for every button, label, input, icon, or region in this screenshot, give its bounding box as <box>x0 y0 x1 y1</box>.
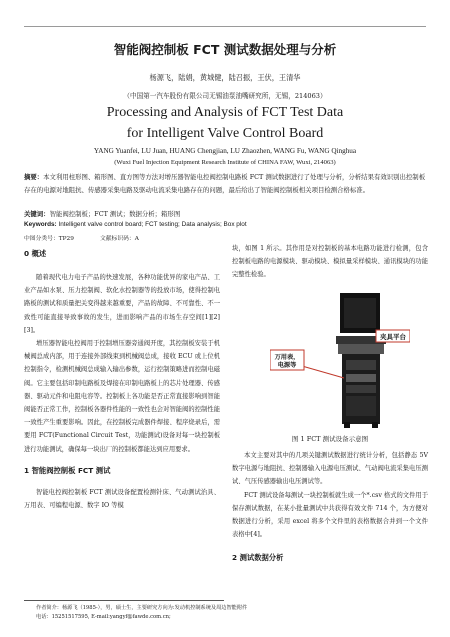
right-column-top <box>232 242 428 282</box>
fct-equipment-illustration <box>270 290 410 430</box>
fct-equipment-figure <box>270 290 410 430</box>
fixture-top-panel <box>344 298 376 328</box>
section-1-heading: 1 智能阀控制板 FCT 测试 <box>24 465 111 475</box>
abstract-text: 本文利用柱形图、箱形图、直方图等方法对增压器智能电控阀控制电路板 FCT 测试数据进行了处理与分析，分析结果有效识别出控制板存在的电源对地阻抗、传感器采集电路及驱动电流采集电路存在的问题，最后给出了智能阀控制板相关项目检测合格标准。 <box>24 173 426 194</box>
author-footnote <box>36 604 247 622</box>
cabinet-wheel-left <box>344 422 350 428</box>
document-code: 文献标识码：A <box>99 236 139 242</box>
right-paragraph-1: 块，如图 1 所示。其作用是对控制板的基本电路功能进行检测，包含控制板电路的电源模块、驱动模块、模拟量采样模块、通讯模块的功能完整性检验。 <box>232 245 428 279</box>
right-paragraph-2: 本文主要对其中的几项关键测试数据进行统计分析，包括静态 5V 数字电源与地阻抗、控制器输入电源电压测试、气动阀电流采集电压测试、气压传感器输出电压测试等。 <box>232 452 428 486</box>
right-paragraph-3: FCT 测试设备每测试一块控制板就生成一个*.csv 格式的文件用于保存测试数据，在某小批量测试中共获得有效文件 714 个，为方便对数据进行分析，采用 excel 将多个文件里的表格数据合并到一个文件表格中[4]。 <box>232 491 428 539</box>
affiliation-en: (Wuxi Fuel Injection Equipment Research Institute of CHINA FAW, Wuxi, 214063) <box>114 159 336 166</box>
platform-label: 夹具平台 <box>380 333 406 341</box>
footnote-line-1: 作者简介：杨源飞（1985-），男，硕士生，主要研究方向为:发动机控制系统及周边智能附件 <box>36 605 248 611</box>
section-0-paragraph-2: 增压器智能电控阀用于控制增压器旁通阀开度，其控制板安装于机械阀总成内部，用于连接外部线束到机械阀总成，接收 ECU 或上位机控制指令，检测机械阀总成输入输出参数，运行控制策略进而控制电磁阀。它主要包括印制电路板及焊接在印制电路板上的芯片处理器、传感器、驱动元件和电阻电容等。控制板上各功能是否正常直接影响到智能阀能否正常工作，控制板各器件性能的一致性也会对智能阀的控制性能一致性产生重要影响。因此，在控制板完成器件焊接、程序烧录后，需要用 FCT(Functional Circuit Test，功能测试)设备对每一块控制板进行功能测试，确保每一块出厂的控制板都能达到应用要求。 <box>24 340 220 453</box>
section-2-heading: 2 测试数据分析 <box>232 553 284 563</box>
left-column <box>24 249 220 512</box>
instrument-panel-4 <box>346 396 376 416</box>
instrument-panel-2 <box>346 374 376 382</box>
keywords-en-label: Keywords: <box>24 221 57 228</box>
fixture-plate <box>338 344 384 354</box>
authors-en: YANG Yuanfei, LU Juan, HUANG Chengjian, LU Zhaozhen, WANG Fu, WANG Qinghua <box>93 147 357 155</box>
meter-callout-line <box>302 366 344 378</box>
paper-title-en-line2: for Intelligent Valve Control Board <box>126 126 324 141</box>
abstract <box>24 171 428 197</box>
authors-cn: 杨源飞，陆娟，黄城健，陆召振，王伏，王清华 <box>149 73 301 82</box>
section-0-paragraph-1: 随着现代电力电子产品的快速发展，各种功能优异的家电产品、工业产品如水泵、压力控制阀、软化水控制器等的投放市场，使得控制电路板的测试和质量把关变得越来越重要，产品的故障、不可靠性、不一致性可能直接导致事故的发生，进而影响产品的市场生存空间[1][2][3]。 <box>24 274 220 334</box>
paper-title-cn: 智能阀控制板 FCT 测试数据处理与分析 <box>113 42 337 57</box>
abstract-label: 摘要： <box>24 173 44 181</box>
section-0-heading: 0 概述 <box>24 249 47 258</box>
paper-title-en-line1: Processing and Analysis of FCT Test Data <box>106 105 344 120</box>
classification <box>24 233 165 242</box>
keywords-cn <box>24 209 428 218</box>
footnote-line-2: 电话：15251517595, E-mail:yangyf@fawde.com.cn; <box>36 614 171 620</box>
footnote-rule <box>24 600 224 601</box>
keywords-en-text: Intelligent valve control board; FCT testing; Data analysis; Box plot <box>58 221 247 228</box>
meter-label-line1: 万用表， <box>274 354 300 361</box>
keywords-text: 智能阀控制板；FCT 测试；数据分析；箱形图 <box>49 210 181 218</box>
cabinet-wheel-right <box>372 422 378 428</box>
keywords-label: 关键词： <box>24 210 50 218</box>
figure-1-caption: 图 1 FCT 测试设备示意图 <box>291 435 369 443</box>
meter-label-line2: 电源等 <box>277 362 297 369</box>
keywords-en <box>24 221 428 228</box>
section-1-paragraph-1: 智能电控阀控制板 FCT 测试设备配置检测针床、气动测试治具、万用表、可编程电源、数字 IO 等模 <box>24 488 220 510</box>
instrument-panel-1 <box>346 360 376 370</box>
affiliation-cn: （中国第一汽车股份有限公司无锡油泵油嘴研究所，无锡，214063） <box>123 92 327 100</box>
instrument-panel-3 <box>346 385 376 393</box>
header-rule <box>24 26 426 27</box>
clc-number: 中图分类号：TP29 <box>24 236 74 242</box>
right-column-bottom <box>232 449 428 563</box>
